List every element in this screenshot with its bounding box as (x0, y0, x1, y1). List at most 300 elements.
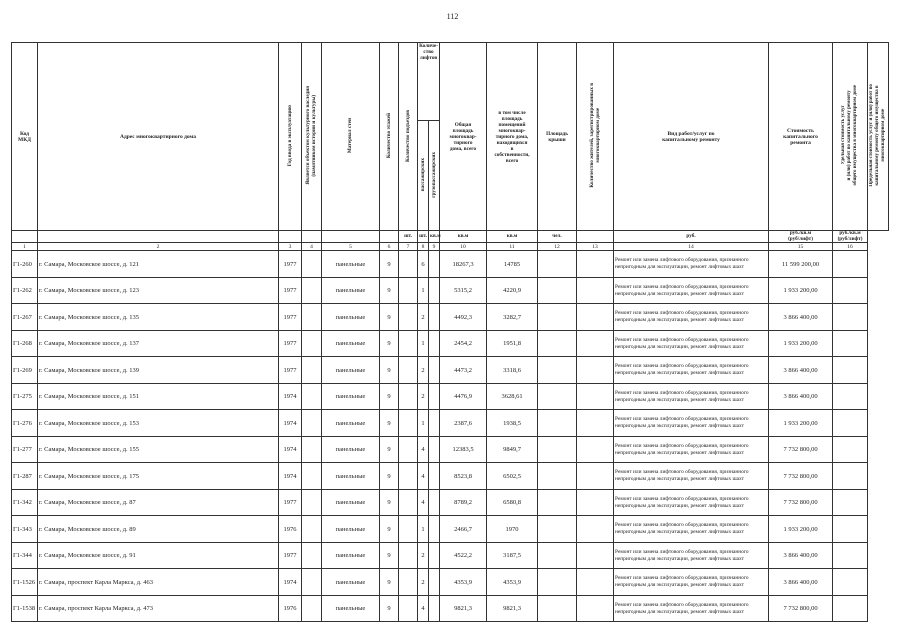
owned-area-cell: 3282,7 (487, 304, 538, 331)
column-number: 4 (302, 243, 322, 251)
table-row (12, 436, 889, 463)
column-number: 8 (418, 243, 429, 251)
work-type-cell: Ремонт или замена лифтового оборудования, признанного непригодным для эксплуатации, ремонт лифтовых шахт (614, 410, 769, 437)
repair-cost-cell: 1 933 200,00 (769, 277, 833, 304)
lifts-passenger-cell: 2 (418, 357, 429, 384)
year-cell: 1977 (279, 251, 302, 278)
address-cell: г. Самара, Московское шоссе, д. 121 (38, 251, 279, 278)
material-cell: панельные (322, 516, 380, 543)
header-row (12, 43, 889, 121)
column-number: 6 (380, 243, 399, 251)
lifts-passenger-cell: 1 (418, 277, 429, 304)
lifts-cargo-cell (429, 410, 440, 437)
mkd-code-cell: Г1-342 (12, 489, 38, 516)
material-cell: панельные (322, 463, 380, 490)
year-cell: 1976 (279, 516, 302, 543)
floors-cell: 9 (380, 463, 399, 490)
residents-cell (577, 595, 614, 622)
material-cell: панельные (322, 410, 380, 437)
unit-cost-cell (833, 251, 868, 278)
roof-area-cell (538, 357, 577, 384)
unit-empty (38, 231, 279, 243)
unit-u7: шт. (399, 231, 418, 243)
unit-u15: руб./кв.м (руб/лифт) (769, 231, 833, 243)
header-lifts-cargo-text: грузопассажирских (430, 151, 437, 198)
lifts-cargo-cell (429, 277, 440, 304)
owned-area-cell: 4220,9 (487, 277, 538, 304)
lifts-passenger-cell: 4 (418, 595, 429, 622)
floors-cell: 9 (380, 383, 399, 410)
lifts-cargo-cell (429, 383, 440, 410)
address-cell: г. Самара, проспект Карла Маркса, д. 463 (38, 569, 279, 596)
owned-area-cell: 3628,61 (487, 383, 538, 410)
header-wall-material-text: Материал стен (347, 117, 354, 154)
header-unit-cost-text: Удельная стоимость услуг и (или) работ по капитальному ремонту общего имущества в многоквартирном доме (841, 85, 859, 186)
lifts-cargo-cell (429, 330, 440, 357)
unit-u16: руб./кв.м (руб/лифт) (833, 231, 868, 243)
heritage-cell (302, 569, 322, 596)
lifts-cargo-cell (429, 304, 440, 331)
header-lifts: Количе- ство лифтов (418, 43, 440, 121)
table-row (12, 595, 889, 622)
header-lifts-cargo (429, 121, 440, 231)
roof-area-cell (538, 304, 577, 331)
residents-cell (577, 383, 614, 410)
table-row (12, 516, 889, 543)
column-number: 5 (322, 243, 380, 251)
column-number-row (12, 243, 889, 251)
work-type-cell: Ремонт или замена лифтового оборудования, признанного непригодным для эксплуатации, ремонт лифтовых шахт (614, 595, 769, 622)
header-repair-cost: Стоимость капитального ремонта (769, 43, 833, 231)
residents-cell (577, 436, 614, 463)
mkd-code-cell: Г1-268 (12, 330, 38, 357)
repair-cost-cell: 3 866 400,00 (769, 542, 833, 569)
residents-cell (577, 357, 614, 384)
roof-area-cell (538, 489, 577, 516)
owned-area-cell: 1951,8 (487, 330, 538, 357)
entrances-cell (399, 436, 418, 463)
roof-area-cell (538, 595, 577, 622)
table-row (12, 277, 889, 304)
residents-cell (577, 463, 614, 490)
address-cell: г. Самара, Московское шоссе, д. 91 (38, 542, 279, 569)
year-cell: 1977 (279, 277, 302, 304)
header-entrances (399, 43, 418, 231)
header-floors (380, 43, 399, 231)
address-cell: г. Самара, Московское шоссе, д. 175 (38, 463, 279, 490)
roof-area-cell (538, 410, 577, 437)
residents-cell (577, 516, 614, 543)
unit-cost-cell (833, 410, 868, 437)
repair-cost-cell: 7 732 800,00 (769, 595, 833, 622)
capital-repair-table (11, 42, 889, 622)
lifts-passenger-cell: 2 (418, 304, 429, 331)
header-residents-text: Количество жителей, зарегистрированных в многоквартирном доме (588, 83, 602, 188)
repair-cost-cell: 7 732 800,00 (769, 436, 833, 463)
header-total-area: Общая площадь многоквар- тирного дома, всего (440, 43, 487, 231)
roof-area-cell (538, 330, 577, 357)
total-area-cell: 12383,5 (440, 436, 487, 463)
heritage-cell (302, 410, 322, 437)
header-lifts-passenger (418, 121, 429, 231)
entrances-cell (399, 357, 418, 384)
entrances-cell (399, 251, 418, 278)
header-wall-material (322, 43, 380, 231)
header-mkd-code: Код МКД (12, 43, 38, 231)
lifts-cargo-cell (429, 542, 440, 569)
material-cell: панельные (322, 330, 380, 357)
material-cell: панельные (322, 569, 380, 596)
lifts-cargo-cell (429, 463, 440, 490)
lifts-passenger-cell: 4 (418, 463, 429, 490)
column-number: 11 (487, 243, 538, 251)
residents-cell (577, 489, 614, 516)
material-cell: панельные (322, 436, 380, 463)
unit-cost-cell (833, 383, 868, 410)
total-area-cell: 9821,3 (440, 595, 487, 622)
unit-empty (380, 231, 399, 243)
heritage-cell (302, 277, 322, 304)
material-cell: панельные (322, 277, 380, 304)
column-number: 16 (833, 243, 868, 251)
header-roof-area: Площадь крыши (538, 43, 577, 231)
mkd-code-cell: Г1-344 (12, 542, 38, 569)
material-cell: панельные (322, 383, 380, 410)
work-type-cell: Ремонт или замена лифтового оборудования, признанного непригодным для эксплуатации, ремонт лифтовых шахт (614, 251, 769, 278)
mkd-code-cell: Г1-1538 (12, 595, 38, 622)
roof-area-cell (538, 463, 577, 490)
owned-area-cell: 9849,7 (487, 436, 538, 463)
lifts-passenger-cell: 2 (418, 569, 429, 596)
residents-cell (577, 304, 614, 331)
material-cell: панельные (322, 542, 380, 569)
lifts-cargo-cell (429, 516, 440, 543)
lifts-cargo-cell (429, 357, 440, 384)
lifts-passenger-cell: 2 (418, 383, 429, 410)
column-number: 10 (440, 243, 487, 251)
unit-cost-cell (833, 489, 868, 516)
header-year-text: Год ввода в эксплуатацию (286, 104, 293, 167)
entrances-cell (399, 304, 418, 331)
lifts-cargo-cell (429, 251, 440, 278)
header-work-type: Вид работ/услуг по капитальному ремонту (614, 43, 769, 231)
lifts-passenger-cell: 4 (418, 436, 429, 463)
mkd-code-cell: Г1-275 (12, 383, 38, 410)
address-cell: г. Самара, Московское шоссе, д. 135 (38, 304, 279, 331)
lifts-cargo-cell (429, 569, 440, 596)
address-cell: г. Самара, Московское шоссе, д. 89 (38, 516, 279, 543)
heritage-cell (302, 330, 322, 357)
work-type-cell: Ремонт или замена лифтового оборудования, признанного непригодным для эксплуатации, ремонт лифтовых шахт (614, 383, 769, 410)
total-area-cell: 4492,3 (440, 304, 487, 331)
work-type-cell: Ремонт или замена лифтового оборудования, признанного непригодным для эксплуатации, ремонт лифтовых шахт (614, 516, 769, 543)
unit-u10: кв.м (440, 231, 487, 243)
unit-u12: чел. (538, 231, 577, 243)
address-cell: г. Самара, Московское шоссе, д. 123 (38, 277, 279, 304)
roof-area-cell (538, 436, 577, 463)
unit-u11: кв.м (487, 231, 538, 243)
page-number: 112 (446, 12, 459, 21)
heritage-cell (302, 436, 322, 463)
work-type-cell: Ремонт или замена лифтового оборудования, признанного непригодным для эксплуатации, ремонт лифтовых шахт (614, 357, 769, 384)
lifts-cargo-cell (429, 595, 440, 622)
entrances-cell (399, 595, 418, 622)
mkd-code-cell: Г1-262 (12, 277, 38, 304)
owned-area-cell: 6502,5 (487, 463, 538, 490)
year-cell: 1974 (279, 436, 302, 463)
residents-cell (577, 277, 614, 304)
heritage-cell (302, 251, 322, 278)
floors-cell: 9 (380, 516, 399, 543)
heritage-cell (302, 304, 322, 331)
table-row (12, 569, 889, 596)
owned-area-cell: 3318,6 (487, 357, 538, 384)
work-type-cell: Ремонт или замена лифтового оборудования, признанного непригодным для эксплуатации, ремонт лифтовых шахт (614, 277, 769, 304)
unit-cost-cell (833, 569, 868, 596)
total-area-cell: 8789,2 (440, 489, 487, 516)
work-type-cell: Ремонт или замена лифтового оборудования, признанного непригодным для эксплуатации, ремонт лифтовых шахт (614, 489, 769, 516)
year-cell: 1977 (279, 542, 302, 569)
owned-area-cell: 3187,5 (487, 542, 538, 569)
year-cell: 1974 (279, 569, 302, 596)
year-cell: 1977 (279, 304, 302, 331)
mkd-code-cell: Г1-1526 (12, 569, 38, 596)
address-cell: г. Самара, проспект Карла Маркса, д. 473 (38, 595, 279, 622)
unit-empty (322, 231, 380, 243)
work-type-cell: Ремонт или замена лифтового оборудования, признанного непригодным для эксплуатации, ремонт лифтовых шахт (614, 436, 769, 463)
mkd-code-cell: Г1-276 (12, 410, 38, 437)
mkd-code-cell: Г1-287 (12, 463, 38, 490)
table-row (12, 463, 889, 490)
table-row (12, 251, 889, 278)
heritage-cell (302, 489, 322, 516)
table-row (12, 489, 889, 516)
year-cell: 1974 (279, 383, 302, 410)
column-number: 13 (577, 243, 614, 251)
unit-u14: руб. (614, 231, 769, 243)
unit-cost-cell (833, 357, 868, 384)
header-max-cost-text: Предельная стоимость услуг и (или) работ по капитальному ремонту общего имущества в многоквартирном доме (869, 84, 887, 187)
total-area-cell: 4353,9 (440, 569, 487, 596)
total-area-cell: 2466,7 (440, 516, 487, 543)
header-owned-area: в том числе площадь помещений многоквар- тирного дома, находящихся в собственности, всего (487, 43, 538, 231)
heritage-cell (302, 516, 322, 543)
total-area-cell: 5315,2 (440, 277, 487, 304)
material-cell: панельные (322, 251, 380, 278)
address-cell: г. Самара, Московское шоссе, д. 139 (38, 357, 279, 384)
repair-cost-cell: 3 866 400,00 (769, 383, 833, 410)
work-type-cell: Ремонт или замена лифтового оборудования, признанного непригодным для эксплуатации, ремонт лифтовых шахт (614, 330, 769, 357)
heritage-cell (302, 595, 322, 622)
unit-empty (279, 231, 302, 243)
entrances-cell (399, 463, 418, 490)
heritage-cell (302, 542, 322, 569)
column-number: 9 (429, 243, 440, 251)
residents-cell (577, 569, 614, 596)
column-number: 7 (399, 243, 418, 251)
year-cell: 1974 (279, 410, 302, 437)
floors-cell: 9 (380, 595, 399, 622)
roof-area-cell (538, 516, 577, 543)
column-number: 3 (279, 243, 302, 251)
column-number: 14 (614, 243, 769, 251)
header-residents (577, 43, 614, 231)
header-heritage (302, 43, 322, 231)
header-year (279, 43, 302, 231)
floors-cell: 9 (380, 304, 399, 331)
address-cell: г. Самара, Московское шоссе, д. 153 (38, 410, 279, 437)
header-entrances-text: Количество подъездов (404, 109, 411, 162)
work-type-cell: Ремонт или замена лифтового оборудования, признанного непригодным для эксплуатации, ремонт лифтовых шахт (614, 569, 769, 596)
unit-cost-cell (833, 277, 868, 304)
repair-cost-cell: 3 866 400,00 (769, 357, 833, 384)
owned-area-cell: 9821,3 (487, 595, 538, 622)
address-cell: г. Самара, Московское шоссе, д. 155 (38, 436, 279, 463)
repair-cost-cell: 11 599 200,00 (769, 251, 833, 278)
unit-u8: шт. (418, 231, 429, 243)
lifts-cargo-cell (429, 436, 440, 463)
entrances-cell (399, 277, 418, 304)
total-area-cell: 8523,8 (440, 463, 487, 490)
repair-cost-cell: 3 866 400,00 (769, 569, 833, 596)
mkd-code-cell: Г1-267 (12, 304, 38, 331)
material-cell: панельные (322, 304, 380, 331)
address-cell: г. Самара, Московское шоссе, д. 137 (38, 330, 279, 357)
floors-cell: 9 (380, 277, 399, 304)
header-heritage-text: Является объектом культурного наследия (памятником истории и культуры) (305, 86, 318, 185)
floors-cell: 9 (380, 330, 399, 357)
repair-cost-cell: 1 933 200,00 (769, 330, 833, 357)
repair-cost-cell: 7 732 800,00 (769, 489, 833, 516)
residents-cell (577, 542, 614, 569)
total-area-cell: 4522,2 (440, 542, 487, 569)
lifts-passenger-cell: 6 (418, 251, 429, 278)
year-cell: 1974 (279, 463, 302, 490)
total-area-cell: 2454,2 (440, 330, 487, 357)
lifts-passenger-cell: 1 (418, 410, 429, 437)
header-unit-cost (833, 43, 868, 231)
entrances-cell (399, 569, 418, 596)
column-number: 12 (538, 243, 577, 251)
unit-empty (302, 231, 322, 243)
floors-cell: 9 (380, 251, 399, 278)
mkd-code-cell: Г1-343 (12, 516, 38, 543)
floors-cell: 9 (380, 542, 399, 569)
floors-cell: 9 (380, 489, 399, 516)
header-lifts-passenger-text: пассажирских (419, 157, 426, 192)
owned-area-cell: 14785 (487, 251, 538, 278)
column-number: 15 (769, 243, 833, 251)
year-cell: 1977 (279, 330, 302, 357)
address-cell: г. Самара, Московское шоссе, д. 151 (38, 383, 279, 410)
unit-cost-cell (833, 330, 868, 357)
floors-cell: 9 (380, 569, 399, 596)
unit-u9: кв.м (429, 231, 440, 243)
entrances-cell (399, 489, 418, 516)
entrances-cell (399, 410, 418, 437)
heritage-cell (302, 463, 322, 490)
header-max-cost (868, 43, 889, 231)
lifts-passenger-cell: 1 (418, 516, 429, 543)
table-row (12, 357, 889, 384)
roof-area-cell (538, 542, 577, 569)
work-type-cell: Ремонт или замена лифтового оборудования, признанного непригодным для эксплуатации, ремонт лифтовых шахт (614, 542, 769, 569)
total-area-cell: 2387,6 (440, 410, 487, 437)
repair-cost-cell: 7 732 800,00 (769, 463, 833, 490)
unit-cost-cell (833, 516, 868, 543)
mkd-code-cell: Г1-260 (12, 251, 38, 278)
roof-area-cell (538, 383, 577, 410)
repair-cost-cell: 1 933 200,00 (769, 516, 833, 543)
unit-empty (12, 231, 38, 243)
address-cell: г. Самара, Московское шоссе, д. 87 (38, 489, 279, 516)
heritage-cell (302, 357, 322, 384)
mkd-code-cell: Г1-269 (12, 357, 38, 384)
column-number: 2 (38, 243, 279, 251)
lifts-passenger-cell: 2 (418, 542, 429, 569)
roof-area-cell (538, 277, 577, 304)
unit-cost-cell (833, 595, 868, 622)
table-row (12, 383, 889, 410)
owned-area-cell: 6580,8 (487, 489, 538, 516)
entrances-cell (399, 383, 418, 410)
residents-cell (577, 410, 614, 437)
year-cell: 1976 (279, 595, 302, 622)
table-row (12, 330, 889, 357)
table-row (12, 304, 889, 331)
material-cell: панельные (322, 595, 380, 622)
lifts-cargo-cell (429, 489, 440, 516)
work-type-cell: Ремонт или замена лифтового оборудования, признанного непригодным для эксплуатации, ремонт лифтовых шахт (614, 304, 769, 331)
total-area-cell: 18267,3 (440, 251, 487, 278)
floors-cell: 9 (380, 436, 399, 463)
material-cell: панельные (322, 357, 380, 384)
header-floors-text: Количество этажей (385, 112, 392, 159)
owned-area-cell: 4353,9 (487, 569, 538, 596)
unit-cost-cell (833, 436, 868, 463)
entrances-cell (399, 330, 418, 357)
owned-area-cell: 1970 (487, 516, 538, 543)
repair-cost-cell: 3 866 400,00 (769, 304, 833, 331)
units-row (12, 231, 889, 243)
repair-cost-cell: 1 933 200,00 (769, 410, 833, 437)
lifts-passenger-cell: 4 (418, 489, 429, 516)
mkd-code-cell: Г1-277 (12, 436, 38, 463)
column-number: 1 (12, 243, 38, 251)
unit-cost-cell (833, 304, 868, 331)
material-cell: панельные (322, 489, 380, 516)
roof-area-cell (538, 569, 577, 596)
floors-cell: 9 (380, 410, 399, 437)
floors-cell: 9 (380, 357, 399, 384)
header-address: Адрес многоквартирного дома (38, 43, 279, 231)
owned-area-cell: 1938,5 (487, 410, 538, 437)
work-type-cell: Ремонт или замена лифтового оборудования, признанного непригодным для эксплуатации, ремонт лифтовых шахт (614, 463, 769, 490)
table-row (12, 542, 889, 569)
unit-cost-cell (833, 463, 868, 490)
table-row (12, 410, 889, 437)
entrances-cell (399, 516, 418, 543)
total-area-cell: 4476,9 (440, 383, 487, 410)
unit-empty (577, 231, 614, 243)
entrances-cell (399, 542, 418, 569)
year-cell: 1977 (279, 357, 302, 384)
year-cell: 1977 (279, 489, 302, 516)
residents-cell (577, 251, 614, 278)
roof-area-cell (538, 251, 577, 278)
residents-cell (577, 330, 614, 357)
unit-cost-cell (833, 542, 868, 569)
